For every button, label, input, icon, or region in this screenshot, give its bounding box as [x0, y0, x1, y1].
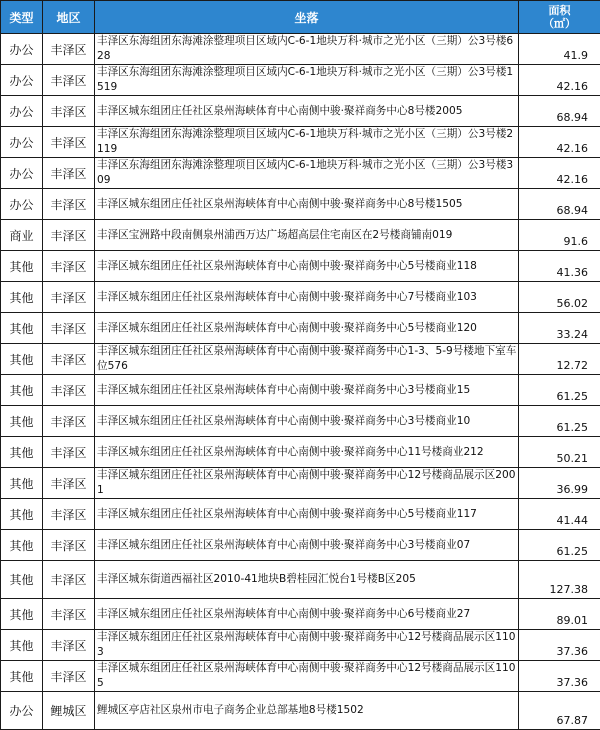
cell-location: 丰泽区城东组团庄任社区泉州海峡体育中心南侧中骏·聚祥商务中心11号楼商业212: [95, 437, 519, 468]
header-district: 地区: [43, 1, 95, 34]
cell-area: 41.9: [519, 34, 600, 65]
cell-district: 丰泽区: [43, 34, 95, 65]
cell-area: 68.94: [519, 189, 600, 220]
cell-type: 其他: [1, 630, 43, 661]
cell-type: 其他: [1, 599, 43, 630]
cell-area: 61.25: [519, 530, 600, 561]
table-row: [1, 661, 600, 692]
cell-location: 丰泽区城东组团庄任社区泉州海峡体育中心南侧中骏·聚祥商务中心12号楼商品展示区1105: [95, 661, 519, 692]
cell-type: 其他: [1, 437, 43, 468]
cell-district: 丰泽区: [43, 158, 95, 189]
table-row: [1, 437, 600, 468]
cell-area: 61.25: [519, 406, 600, 437]
table-row: [1, 96, 600, 127]
cell-district: 丰泽区: [43, 561, 95, 599]
cell-district: 丰泽区: [43, 468, 95, 499]
cell-district: 丰泽区: [43, 530, 95, 561]
cell-location: 丰泽区城东组团庄任社区泉州海峡体育中心南侧中骏·聚祥商务中心8号楼2005: [95, 96, 519, 127]
cell-district: 丰泽区: [43, 599, 95, 630]
cell-district: 丰泽区: [43, 127, 95, 158]
table-row: [1, 34, 600, 65]
cell-district: 丰泽区: [43, 189, 95, 220]
cell-district: 丰泽区: [43, 437, 95, 468]
cell-location: 丰泽区东海组团东海滩涂整理项目区域内C-6-1地块万科·城市之光小区（三期）公3号楼1519: [95, 65, 519, 96]
cell-location: 鲤城区亭店社区泉州市电子商务企业总部基地8号楼1502: [95, 692, 519, 730]
header-location: 坐落: [95, 1, 519, 34]
cell-type: 办公: [1, 65, 43, 96]
cell-area: 33.24: [519, 313, 600, 344]
header-type: 类型: [1, 1, 43, 34]
cell-location: 丰泽区城东组团庄任社区泉州海峡体育中心南侧中骏·聚祥商务中心1-3、5-9号楼地下室车位576: [95, 344, 519, 375]
table-row: [1, 406, 600, 437]
cell-area: 89.01: [519, 599, 600, 630]
cell-district: 丰泽区: [43, 344, 95, 375]
cell-location: 丰泽区东海组团东海滩涂整理项目区域内C-6-1地块万科·城市之光小区（三期）公3号楼628: [95, 34, 519, 65]
cell-area: 36.99: [519, 468, 600, 499]
cell-type: 办公: [1, 692, 43, 730]
cell-location: 丰泽区城东组团庄任社区泉州海峡体育中心南侧中骏·聚祥商务中心6号楼商业27: [95, 599, 519, 630]
cell-area: 127.38: [519, 561, 600, 599]
cell-type: 其他: [1, 313, 43, 344]
cell-area: 42.16: [519, 65, 600, 96]
table-row: [1, 561, 600, 599]
table-row: [1, 282, 600, 313]
cell-location: 丰泽区城东组团庄任社区泉州海峡体育中心南侧中骏·聚祥商务中心5号楼商业117: [95, 499, 519, 530]
cell-location: 丰泽区城东组团庄任社区泉州海峡体育中心南侧中骏·聚祥商务中心5号楼商业120: [95, 313, 519, 344]
table-row: [1, 630, 600, 661]
table-row: [1, 530, 600, 561]
header-row: [1, 1, 600, 34]
table-row: [1, 158, 600, 189]
cell-location: 丰泽区城东组团庄任社区泉州海峡体育中心南侧中骏·聚祥商务中心12号楼商品展示区1103: [95, 630, 519, 661]
cell-location: 丰泽区城东组团庄任社区泉州海峡体育中心南侧中骏·聚祥商务中心5号楼商业118: [95, 251, 519, 282]
header-area-unit: （㎡）: [519, 17, 600, 30]
cell-district: 鲤城区: [43, 692, 95, 730]
cell-type: 其他: [1, 344, 43, 375]
cell-type: 其他: [1, 530, 43, 561]
cell-district: 丰泽区: [43, 313, 95, 344]
cell-type: 办公: [1, 34, 43, 65]
cell-location: 丰泽区城东组团庄任社区泉州海峡体育中心南侧中骏·聚祥商务中心3号楼商业10: [95, 406, 519, 437]
table-row: [1, 251, 600, 282]
cell-type: 办公: [1, 127, 43, 158]
cell-type: 其他: [1, 282, 43, 313]
table-row: [1, 189, 600, 220]
cell-area: 50.21: [519, 437, 600, 468]
cell-area: 37.36: [519, 661, 600, 692]
cell-district: 丰泽区: [43, 499, 95, 530]
cell-location: 丰泽区城东组团庄任社区泉州海峡体育中心南侧中骏·聚祥商务中心3号楼商业07: [95, 530, 519, 561]
cell-location: 丰泽区城东街道西福社区2010-41地块B碧桂园汇悦台1号楼B区205: [95, 561, 519, 599]
cell-location: 丰泽区城东组团庄任社区泉州海峡体育中心南侧中骏·聚祥商务中心8号楼1505: [95, 189, 519, 220]
table-row: [1, 599, 600, 630]
cell-area: 61.25: [519, 375, 600, 406]
cell-type: 其他: [1, 661, 43, 692]
cell-type: 其他: [1, 468, 43, 499]
table-row: [1, 375, 600, 406]
cell-type: 办公: [1, 189, 43, 220]
cell-area: 42.16: [519, 158, 600, 189]
cell-type: 其他: [1, 251, 43, 282]
cell-district: 丰泽区: [43, 282, 95, 313]
cell-type: 其他: [1, 561, 43, 599]
header-area-label: 面积: [519, 4, 600, 17]
cell-district: 丰泽区: [43, 630, 95, 661]
table-row: [1, 468, 600, 499]
cell-district: 丰泽区: [43, 661, 95, 692]
cell-type: 办公: [1, 158, 43, 189]
cell-area: 41.36: [519, 251, 600, 282]
cell-type: 其他: [1, 406, 43, 437]
table-row: [1, 499, 600, 530]
cell-location: 丰泽区城东组团庄任社区泉州海峡体育中心南侧中骏·聚祥商务中心3号楼商业15: [95, 375, 519, 406]
cell-area: 42.16: [519, 127, 600, 158]
cell-type: 商业: [1, 220, 43, 251]
table-row: [1, 344, 600, 375]
cell-location: 丰泽区城东组团庄任社区泉州海峡体育中心南侧中骏·聚祥商务中心12号楼商品展示区2001: [95, 468, 519, 499]
table-row: [1, 65, 600, 96]
cell-type: 办公: [1, 96, 43, 127]
cell-district: 丰泽区: [43, 65, 95, 96]
cell-district: 丰泽区: [43, 96, 95, 127]
cell-area: 41.44: [519, 499, 600, 530]
cell-area: 68.94: [519, 96, 600, 127]
cell-area: 91.6: [519, 220, 600, 251]
cell-district: 丰泽区: [43, 251, 95, 282]
cell-type: 其他: [1, 375, 43, 406]
header-area: [519, 1, 600, 34]
cell-district: 丰泽区: [43, 220, 95, 251]
table-row: [1, 220, 600, 251]
cell-area: 37.36: [519, 630, 600, 661]
cell-location: 丰泽区宝洲路中段南侧泉州浦西万达广场超高层住宅南区在2号楼商铺南019: [95, 220, 519, 251]
cell-area: 12.72: [519, 344, 600, 375]
cell-type: 其他: [1, 499, 43, 530]
cell-area: 56.02: [519, 282, 600, 313]
cell-area: 67.87: [519, 692, 600, 730]
table-row: [1, 313, 600, 344]
cell-location: 丰泽区东海组团东海滩涂整理项目区域内C-6-1地块万科·城市之光小区（三期）公3号楼2119: [95, 127, 519, 158]
table-row: [1, 692, 600, 730]
cell-district: 丰泽区: [43, 406, 95, 437]
cell-location: 丰泽区城东组团庄任社区泉州海峡体育中心南侧中骏·聚祥商务中心7号楼商业103: [95, 282, 519, 313]
cell-district: 丰泽区: [43, 375, 95, 406]
table-row: [1, 127, 600, 158]
cell-location: 丰泽区东海组团东海滩涂整理项目区域内C-6-1地块万科·城市之光小区（三期）公3号楼309: [95, 158, 519, 189]
